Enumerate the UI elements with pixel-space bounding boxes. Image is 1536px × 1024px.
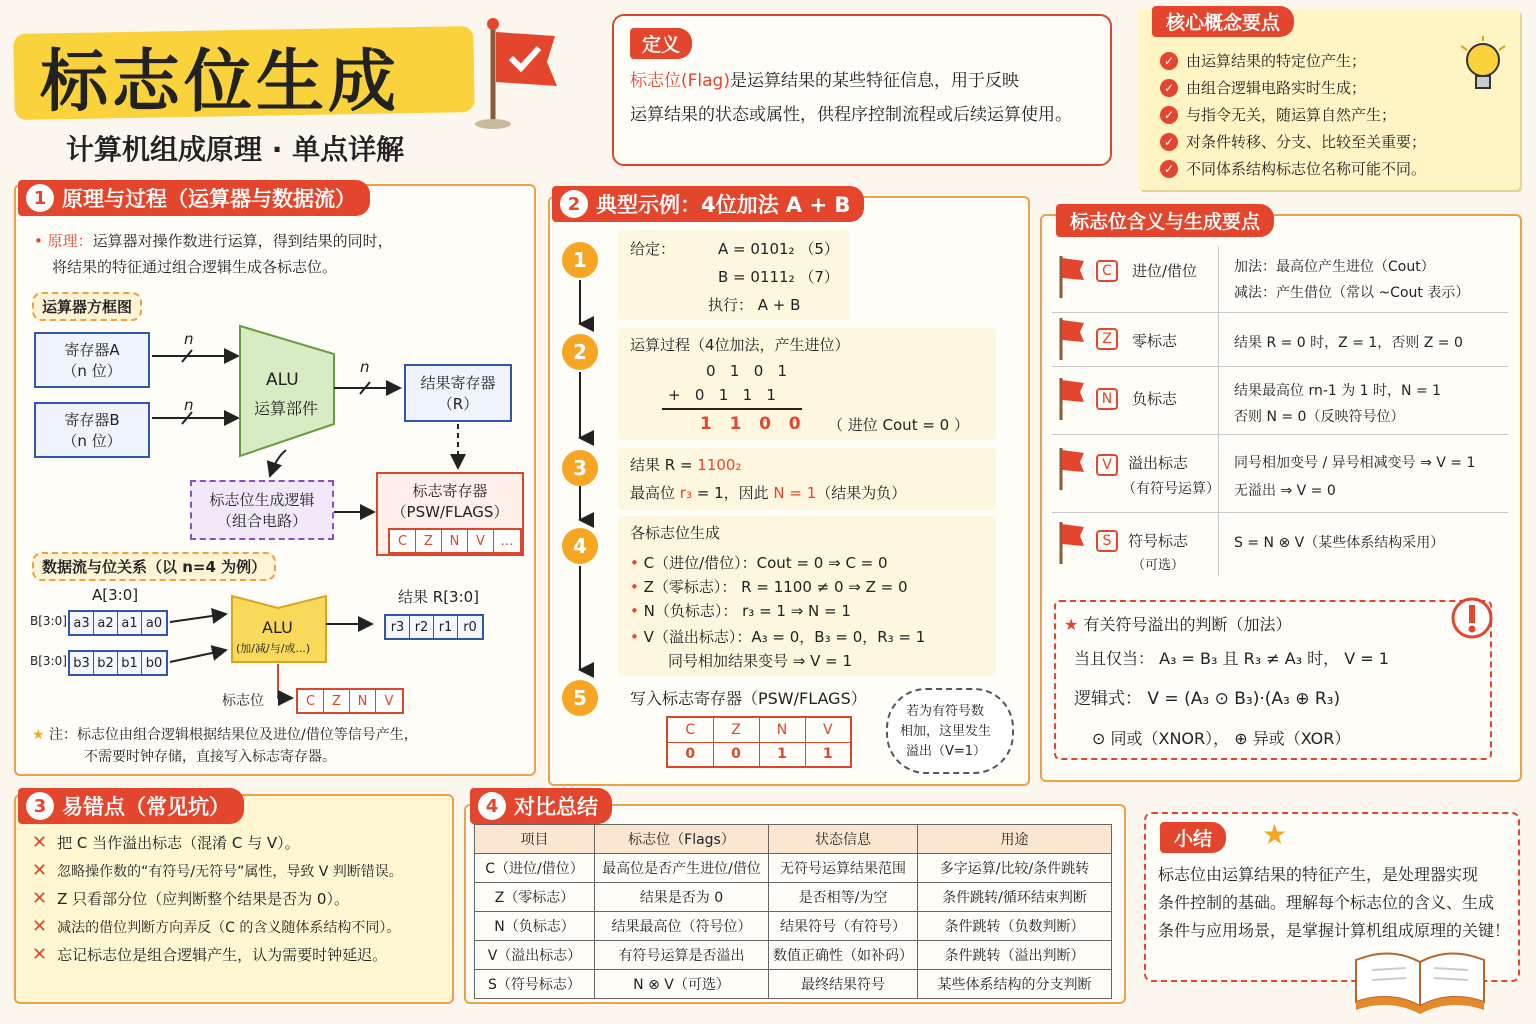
b-bits-label-1: B[3:0] [30, 614, 67, 628]
flag-icon [1056, 316, 1086, 362]
sum-row1: 0 1 0 1 [706, 362, 788, 380]
carry-note: （ 进位 Cout = 0 ） [828, 416, 969, 434]
alu-sublabel: 运算部件 [254, 399, 319, 418]
flag-derivation-v-extra: 同号相加结果变号 ⇒ V = 1 [668, 652, 853, 670]
step-2-badge: 2 [562, 334, 598, 370]
section4-number: 4 [478, 792, 506, 820]
flag-derivation-n: • N（负标志）： r₃ = 1 ⇒ N = 1 [630, 602, 851, 620]
a-bits-label: A[3:0] [92, 586, 139, 604]
bus-width-label-b: n [184, 396, 194, 414]
bus-width-label-a: n [184, 330, 194, 348]
check-icon: ✓ [1160, 133, 1178, 151]
principle-line2: 将结果的特征通过组合逻辑生成各标志位。 [52, 258, 338, 276]
comparison-header: 用途 [918, 825, 1112, 854]
core-concepts-label: 核心概念要点 [1152, 6, 1294, 37]
meaning-row-v [1052, 436, 1508, 510]
flag-desc-2: 无溢出 ⇒ V = 0 [1234, 483, 1336, 499]
dataflow-alu-sublabel: (加/减/与/或...) [236, 642, 311, 655]
flag-derivation-z: • Z（零标志）： R = 1100 ≠ 0 ⇒ Z = 0 [630, 578, 908, 596]
section4-header: 4 对比总结 [470, 788, 612, 824]
table-row: V（溢出标志） 有符号运算是否溢出 数值正确性（如补码） 条件跳转（溢出判断） [475, 941, 1112, 970]
step4-title: 各标志位生成 [630, 524, 721, 542]
flag-icon [1056, 254, 1086, 300]
step-4-badge: 4 [562, 528, 598, 564]
core-item: ✓ 由组合逻辑电路实时生成； [1160, 77, 1366, 98]
summary-line2: 条件控制的基础。理解每个标志位的含义、生成 [1158, 893, 1495, 912]
check-icon: ✓ [1160, 106, 1178, 124]
principle-line1: • 原理：运算器对操作数进行运算，得到结果的同时， [34, 232, 393, 250]
bubble-line2: 相加，这里发生 [900, 724, 992, 739]
flag-desc-1: 结果 R = 0 时，Z = 1，否则 Z = 0 [1234, 335, 1463, 351]
flag-icon [1056, 520, 1086, 566]
cross-icon: ✕ [32, 860, 48, 881]
meaning-header: 标志位含义与生成要点 [1056, 204, 1274, 237]
register-a: 寄存器A （n 位） [34, 332, 150, 388]
meaning-row-n [1052, 368, 1508, 432]
dataflow-tag: 数据流与位关系（以 n=4 为例） [32, 552, 276, 581]
flag-icon [1056, 446, 1086, 492]
flag-desc-1: 结果最高位 rn-1 为 1 时，N = 1 [1234, 383, 1442, 399]
check-icon: ✓ [1160, 52, 1178, 70]
overflow-legend: ⊙ 同或（XNOR）， ⊕ 异或（XOR） [1092, 729, 1351, 748]
b-bits: b3 b2 b1 b0 [68, 650, 168, 676]
overflow-title: ★ 有关符号溢出的判断（加法） [1064, 615, 1292, 634]
pitfall-item: ✕ 忘记标志位是组合逻辑产生，认为需要时钟延迟。 [32, 944, 388, 965]
flag-register-cells: C Z N V … [388, 528, 522, 554]
meaning-row-separator [1052, 512, 1508, 513]
comparison-header: 标志位（Flags） [595, 825, 769, 854]
exclamation-icon [1450, 596, 1494, 640]
page-title: 标志位生成 [40, 43, 401, 122]
flag-derivation-v: • V（溢出标志）：A₃ = 0，B₃ = 0，R₃ = 1 [630, 628, 926, 646]
flag-letter-badge: C [1096, 260, 1118, 282]
cross-icon: ✕ [32, 916, 48, 937]
table-row: S（符号标志） N ⊗ V（可选） 最终结果符号 某些体系结构的分支判断 [475, 970, 1112, 999]
table-row: N（负标志） 结果最高位（符号位） 结果符号（有符号） 条件跳转（负数判断） [475, 912, 1112, 941]
definition-line1 [630, 66, 1019, 91]
pitfall-item: ✕ 减法的借位判断方向弄反（C 的含义随体系结构不同）。 [32, 916, 401, 937]
flag-derivation-c: • C（进位/借位）：Cout = 0 ⇒ C = 0 [630, 554, 888, 572]
given-label: 给定： [630, 240, 676, 258]
star-icon: ★ [32, 727, 50, 743]
core-item: ✓ 对条件转移、分支、比较至关重要； [1160, 131, 1426, 152]
flag-name: 溢出标志 [1128, 454, 1189, 472]
flag-name: 零标志 [1132, 332, 1178, 350]
block-diagram-tag: 运算器方框图 [32, 292, 142, 321]
sum-row2: + 0 1 1 1 [668, 386, 776, 404]
principle-label: 原理： [47, 232, 93, 250]
flag-name: 符号标志 [1128, 532, 1189, 550]
comparison-table [474, 824, 1112, 999]
meaning-row-s [1052, 514, 1508, 576]
given-a: A = 0101₂ （5） [718, 240, 839, 258]
pitfall-item: ✕ 忽略操作数的“有符号/无符号”属性，导致 V 判断错误。 [32, 860, 403, 881]
step5-title: 写入标志寄存器（PSW/FLAGS） [630, 689, 867, 708]
flag-name: 负标志 [1132, 390, 1178, 408]
pitfall-item: ✕ Z 只看部分位（应判断整个结果是否为 0）。 [32, 888, 349, 909]
lightbulb-icon [1458, 36, 1508, 100]
flag-desc-2: 否则 N = 0（反映符号位） [1234, 409, 1405, 425]
meaning-row-separator [1052, 434, 1508, 435]
given-b: B = 0111₂ （7） [718, 268, 839, 286]
definition-line2: 运算结果的状态或属性，供程序控制流程或后续运算使用。 [630, 105, 1072, 125]
flag-bits: C Z N V [296, 688, 404, 714]
summary-label: 小结 [1160, 822, 1226, 853]
execute-line: 执行： A + B [708, 296, 801, 314]
meaning-row-separator [1052, 366, 1508, 367]
pitfall-item: ✕ 把 C 当作溢出标志（混淆 C 与 V）。 [32, 832, 300, 853]
comparison-header: 状态信息 [769, 825, 918, 854]
check-icon: ✓ [1160, 79, 1178, 97]
bubble-line3: 溢出（V=1） [906, 744, 987, 759]
dataflow-alu-label: ALU [262, 618, 293, 637]
result-bits-label: 结果 R[3:0] [398, 588, 480, 606]
flag-name: 进位/借位 [1132, 262, 1198, 280]
meaning-row-c [1052, 246, 1508, 312]
meaning-row-z [1052, 314, 1508, 366]
section2-number: 2 [560, 190, 588, 218]
flag-icon [475, 14, 565, 134]
definition-label: 定义 [630, 28, 692, 59]
register-b: 寄存器B （n 位） [34, 402, 150, 458]
core-item: ✓ 不同体系结构标志位名称可能不同。 [1160, 158, 1426, 179]
section2-header: 2 典型示例：4位加法 A + B [552, 186, 864, 222]
step-1-badge: 1 [562, 242, 598, 278]
summary-line3: 条件与应用场景，是掌握计算机组成原理的关键！ [1158, 921, 1511, 940]
note-line2: 不需要时钟存储，直接写入标志寄存器。 [84, 749, 336, 765]
result-bits: r3 r2 r1 r0 [384, 614, 484, 640]
step5-flag-table: C Z N V 0 0 1 1 [666, 716, 852, 768]
alu-label: ALU [266, 370, 299, 390]
cross-icon: ✕ [32, 832, 48, 853]
section3-number: 3 [26, 792, 54, 820]
b-bits-label-2: B[3:0] [30, 654, 67, 668]
sum-result: 1 1 0 0 [700, 414, 801, 434]
bubble-line1: 若为有符号数 [906, 704, 985, 719]
overflow-condition: 当且仅当： A₃ = B₃ 且 R₃ ≠ A₃ 时， V = 1 [1074, 649, 1389, 668]
overflow-expression: 逻辑式： V = (A₃ ⊙ B₃)·(A₃ ⊕ R₃) [1074, 689, 1341, 709]
section3-header: 3 易错点（常见坑） [18, 788, 244, 824]
table-row: C（进位/借位） 最高位是否产生进位/借位 无符号运算结果范围 多字运算/比较/条件跳转 [475, 854, 1112, 883]
flag-desc-1: S = N ⊗ V（某些体系结构采用） [1234, 535, 1445, 551]
flag-desc-1: 加法：最高位产生进位（Cout） [1234, 259, 1435, 275]
cross-icon: ✕ [32, 888, 48, 909]
flag-register: 标志寄存器 （PSW/FLAGS） [376, 472, 524, 556]
comparison-header: 项目 [475, 825, 595, 854]
flag-letter-badge: V [1096, 454, 1118, 476]
flag-letter-badge: S [1096, 530, 1118, 552]
step2-title: 运算过程（4位加法，产生进位） [630, 336, 850, 354]
flag-name-note: （有符号运算） [1122, 481, 1220, 497]
flag-logic-box: 标志位生成逻辑 （组合电路） [190, 480, 334, 540]
flag-letter-badge: N [1096, 388, 1118, 410]
page-subtitle: 计算机组成原理 · 单点详解 [66, 133, 405, 166]
core-item: ✓ 由运算结果的特定位产生； [1160, 50, 1366, 71]
a-bits: a3 a2 a1 a0 [68, 610, 168, 636]
section1-number: 1 [26, 184, 54, 212]
flag-desc-2: 减法：产生借位（常以 ~Cout 表示） [1234, 285, 1470, 301]
result-register: 结果寄存器 （R） [404, 364, 512, 422]
step3-line2: 最高位 r₃ = 1，因此 N = 1（结果为负） [630, 484, 907, 502]
flag-desc-1: 同号相加变号 / 异号相减变号 ⇒ V = 1 [1234, 455, 1476, 471]
star-icon: ★ [1064, 615, 1084, 634]
definition-line1-rest: 是运算结果的某些特征信息，用于反映 [729, 71, 1019, 91]
book-icon [1350, 940, 1490, 1014]
check-icon: ✓ [1160, 160, 1178, 178]
cross-icon: ✕ [32, 944, 48, 965]
section1-header: 1 原理与过程（运算器与数据流） [18, 180, 370, 216]
step-3-badge: 3 [562, 450, 598, 486]
table-row: Z（零标志） 结果是否为 0 是否相等/为空 条件跳转/循环结束判断 [475, 883, 1112, 912]
definition-term: 标志位(Flag) [630, 71, 730, 91]
core-item: ✓ 与指令无关，随运算自然产生； [1160, 104, 1396, 125]
flag-letter-badge: Z [1096, 328, 1118, 350]
flag-bits-label: 标志位 [222, 693, 264, 709]
star-icon: ★ [1262, 818, 1288, 851]
step-5-badge: 5 [562, 680, 598, 716]
meaning-row-separator [1052, 312, 1508, 313]
flag-icon [1056, 376, 1086, 422]
bus-width-label-r: n [360, 358, 370, 376]
flag-name-note: （可选） [1132, 558, 1185, 573]
sum-rule [662, 408, 802, 410]
step3-line1: 结果 R = 1100₂ [630, 456, 742, 474]
summary-line1: 标志位由运算结果的特征产生，是处理器实现 [1158, 865, 1479, 884]
note-line1: ★ 注：标志位由组合逻辑根据结果位及进位/借位等信号产生， [32, 727, 418, 743]
